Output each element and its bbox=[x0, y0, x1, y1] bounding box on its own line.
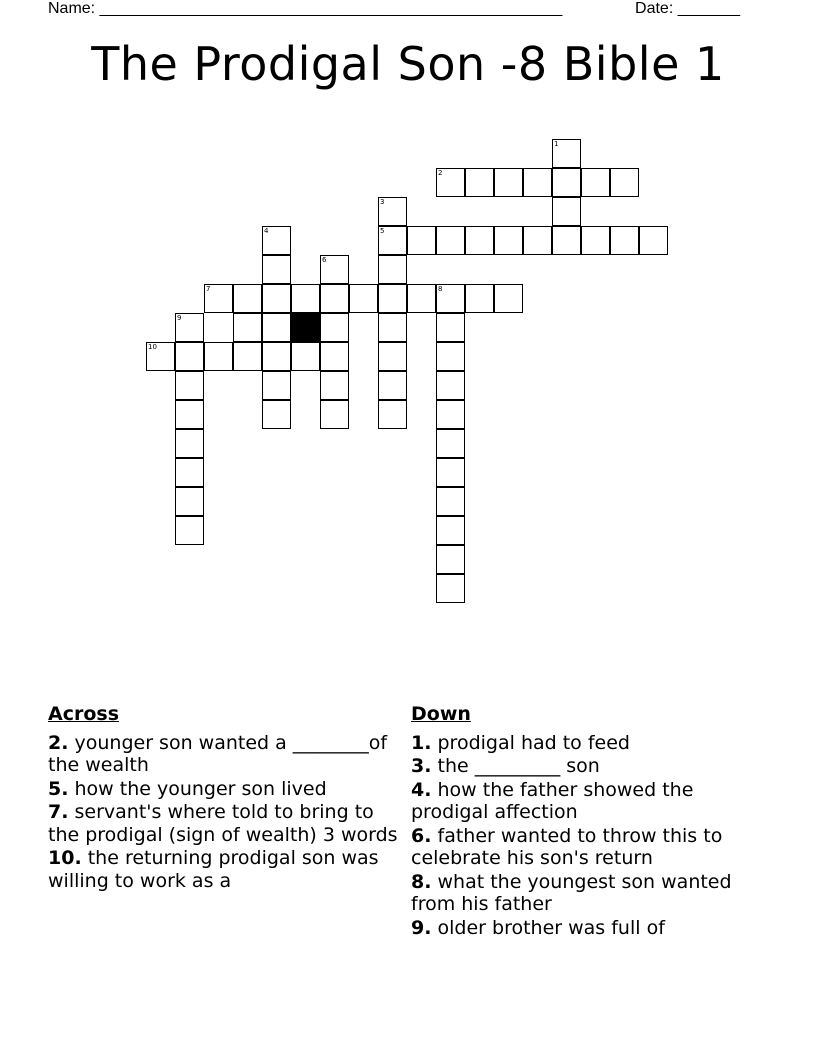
grid-cell[interactable] bbox=[175, 429, 204, 458]
down-clue: 8. what the youngest son wanted from his father bbox=[411, 870, 732, 915]
grid-cell[interactable] bbox=[581, 168, 610, 197]
grid-cell[interactable] bbox=[436, 487, 465, 516]
clue-number: 9 bbox=[177, 314, 182, 322]
grid-cell[interactable] bbox=[320, 313, 349, 342]
grid-cell[interactable] bbox=[233, 313, 262, 342]
clue-number: 8 bbox=[438, 285, 443, 293]
across-clue: 5. how the younger son lived bbox=[48, 777, 327, 800]
grid-cell[interactable] bbox=[610, 226, 639, 255]
clue-number: 7 bbox=[206, 285, 211, 293]
grid-cell[interactable] bbox=[175, 371, 204, 400]
grid-cell[interactable] bbox=[378, 226, 407, 255]
clue-number: 5 bbox=[380, 227, 385, 235]
black-square bbox=[291, 313, 320, 342]
down-clue: 4. how the father showed the prodigal affection bbox=[411, 778, 694, 823]
grid-cell[interactable] bbox=[146, 342, 175, 371]
grid-cell[interactable] bbox=[407, 226, 436, 255]
grid-cell[interactable] bbox=[204, 342, 233, 371]
grid-cell[interactable] bbox=[320, 342, 349, 371]
grid-cell[interactable] bbox=[552, 226, 581, 255]
grid-cell[interactable] bbox=[494, 226, 523, 255]
clue-number: 10 bbox=[148, 343, 157, 351]
grid-cell[interactable] bbox=[262, 342, 291, 371]
grid-cell[interactable] bbox=[175, 313, 204, 342]
grid-cell[interactable] bbox=[436, 284, 465, 313]
grid-cell[interactable] bbox=[378, 284, 407, 313]
grid-cell[interactable] bbox=[552, 139, 581, 168]
across-heading: Across bbox=[48, 703, 120, 725]
grid-cell[interactable] bbox=[378, 197, 407, 226]
grid-cell[interactable] bbox=[465, 168, 494, 197]
grid-cell[interactable] bbox=[291, 284, 320, 313]
grid-cell[interactable] bbox=[320, 284, 349, 313]
grid-cell[interactable] bbox=[262, 284, 291, 313]
grid-cell[interactable] bbox=[262, 255, 291, 284]
grid-cell[interactable] bbox=[436, 313, 465, 342]
grid-cell[interactable] bbox=[552, 197, 581, 226]
grid-cell[interactable] bbox=[436, 574, 465, 603]
across-clue: 2. younger son wanted a ________of the wealth bbox=[48, 731, 388, 776]
grid-cell[interactable] bbox=[436, 226, 465, 255]
down-clue: 3. the _________ son bbox=[411, 755, 600, 777]
grid-cell[interactable] bbox=[378, 313, 407, 342]
grid-cell[interactable] bbox=[262, 313, 291, 342]
grid-cell[interactable] bbox=[436, 400, 465, 429]
clue-number: 2 bbox=[438, 169, 443, 177]
down-clue: 9. older brother was full of bbox=[411, 916, 665, 939]
clue-number: 6 bbox=[322, 256, 327, 264]
grid-cell[interactable] bbox=[320, 371, 349, 400]
grid-cell[interactable] bbox=[233, 342, 262, 371]
clue-number: 1 bbox=[554, 140, 559, 148]
clue-number: 4 bbox=[264, 227, 269, 235]
grid-cell[interactable] bbox=[378, 400, 407, 429]
grid-cell[interactable] bbox=[291, 342, 320, 371]
grid-cell[interactable] bbox=[175, 342, 204, 371]
down-clues bbox=[411, 703, 751, 940]
down-heading: Down bbox=[411, 703, 471, 725]
grid-cell[interactable] bbox=[349, 284, 378, 313]
grid-cell[interactable] bbox=[436, 458, 465, 487]
grid-cell[interactable] bbox=[523, 226, 552, 255]
grid-cell[interactable] bbox=[378, 342, 407, 371]
grid-cell[interactable] bbox=[262, 400, 291, 429]
across-clue: 10. the returning prodigal son was willing to work as a bbox=[48, 847, 379, 892]
grid-cell[interactable] bbox=[378, 255, 407, 284]
grid-cell[interactable] bbox=[523, 168, 552, 197]
grid-cell[interactable] bbox=[494, 168, 523, 197]
clue-number: 3 bbox=[380, 198, 385, 206]
grid-cell[interactable] bbox=[378, 371, 407, 400]
across-clues bbox=[48, 703, 398, 893]
grid-cell[interactable] bbox=[175, 487, 204, 516]
page-title: The Prodigal Son -8 Bible 1 bbox=[91, 37, 725, 91]
grid-cell[interactable] bbox=[610, 168, 639, 197]
grid-cell[interactable] bbox=[262, 226, 291, 255]
down-clue: 6. father wanted to throw this to celebrate his son's return bbox=[411, 824, 723, 869]
grid-cell[interactable] bbox=[175, 458, 204, 487]
grid-cell[interactable] bbox=[175, 516, 204, 545]
grid-cell[interactable] bbox=[436, 342, 465, 371]
across-clue: 7. servant's where told to bring to the prodigal (sign of wealth) 3 words bbox=[48, 801, 398, 846]
grid-cell[interactable] bbox=[436, 516, 465, 545]
down-clue: 1. prodigal had to feed bbox=[411, 731, 630, 754]
grid-cell[interactable] bbox=[639, 226, 668, 255]
grid-cell[interactable] bbox=[552, 168, 581, 197]
name-field: Name: ____________________________________________________ bbox=[48, 0, 563, 17]
grid-cell[interactable] bbox=[436, 371, 465, 400]
grid-cell[interactable] bbox=[407, 284, 436, 313]
grid-cell[interactable] bbox=[262, 371, 291, 400]
grid-cell[interactable] bbox=[494, 284, 523, 313]
grid-cell[interactable] bbox=[465, 284, 494, 313]
grid-cell[interactable] bbox=[233, 284, 262, 313]
grid-cell[interactable] bbox=[436, 545, 465, 574]
grid-cell[interactable] bbox=[175, 400, 204, 429]
grid-cell[interactable] bbox=[436, 168, 465, 197]
date-field: Date: _______ bbox=[635, 0, 740, 17]
grid-cell[interactable] bbox=[465, 226, 494, 255]
grid-cell[interactable] bbox=[320, 400, 349, 429]
grid-cell[interactable] bbox=[581, 226, 610, 255]
grid-cell[interactable] bbox=[204, 284, 233, 313]
grid-cell[interactable] bbox=[320, 255, 349, 284]
grid-cell[interactable] bbox=[436, 429, 465, 458]
